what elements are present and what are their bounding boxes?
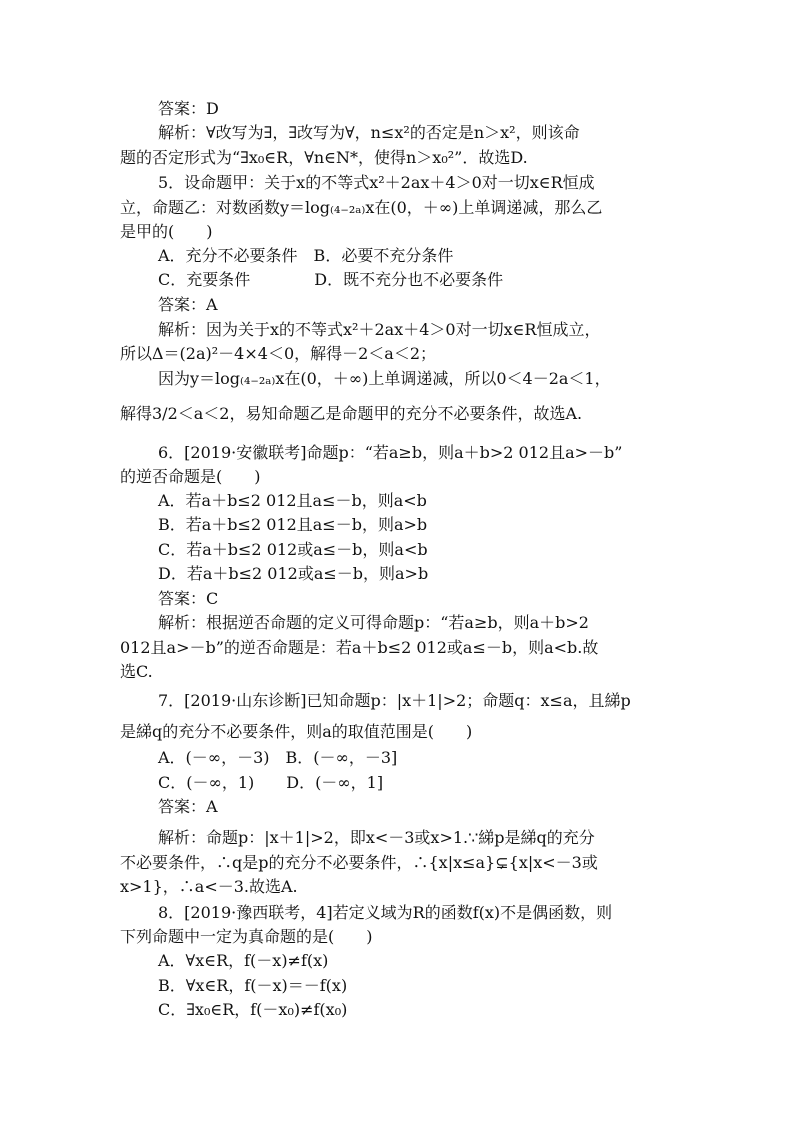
option-line: C．∃x₀∈R，f(－x₀)≠f(x₀) [158,1000,348,1019]
answer-line: 答案：A [158,797,218,816]
analysis-line: 解析：命题p：|x＋1|>2，即x<－3或x>1.∵綈p是綈q的充分 [158,828,595,847]
option-line: C．充要条件 D．既不充分也不必要条件 [158,270,504,289]
text-line: x>1}，∴a<－3.故选A. [120,877,298,896]
analysis-line: 解析：根据逆否命题的定义可得命题p：“若a≥b，则a＋b>2 [158,613,589,632]
option-line: C．(－∞，1) D．(－∞，1] [158,773,384,792]
option-line: B．若a＋b≤2 012且a≤－b，则a>b [158,515,428,534]
option-line: A．(－∞，－3) B．(－∞，－3] [158,748,398,767]
text-line: 因为y＝log₍₄₋₂ₐ₎x在(0，＋∞)上单调递减，所以0＜4－2a＜1， [158,369,611,388]
analysis-line: 解析：∀改写为∃，∃改写为∀，n≤x²的否定是n＞x²，则该命 [158,123,580,142]
text-line: 不必要条件，∴q是p的充分不必要条件，∴{x|x≤a}⊊{x|x<－3或 [120,853,598,872]
text-line: 是綈q的充分不必要条件，则a的取值范围是( ) [120,722,473,741]
question-6-stem: 6．[2019·安徽联考]命题p：“若a≥b，则a＋b>2 012且a>－b” [158,443,623,462]
option-line: D．若a＋b≤2 012或a≤－b，则a>b [158,564,429,583]
text-line: 是甲的( ) [120,222,213,241]
answer-line: 答案：C [158,589,219,608]
answer-line: 答案：A [158,295,218,314]
text-line: 题的否定形式为“∃x₀∈R，∀n∈N*，使得n＞x₀²”．故选D. [120,148,528,167]
question-5-stem: 5．设命题甲：关于x的不等式x²＋2ax＋4＞0对一切x∈R恒成 [158,173,595,192]
text-line: 立，命题乙：对数函数y＝log₍₄₋₂ₐ₎x在(0，＋∞)上单调递减，那么乙 [120,198,603,217]
option-line: B．∀x∈R，f(－x)＝－f(x) [158,976,348,995]
option-line: A．若a＋b≤2 012且a≤－b，则a<b [158,491,427,510]
option-line: A．充分不必要条件 B．必要不充分条件 [158,246,454,265]
question-8-stem: 8．[2019·豫西联考，4]若定义域为R的函数f(x)不是偶函数，则 [158,903,613,922]
analysis-line: 解析：因为关于x的不等式x²＋2ax＋4＞0对一切x∈R恒成立， [158,320,601,339]
text-line: 012且a>－b”的逆否命题是：若a＋b≤2 012或a≤－b，则a<b.故 [120,638,599,657]
text-line: 选C. [120,662,153,681]
answer-line: 答案：D [158,99,219,118]
option-line: A．∀x∈R，f(－x)≠f(x) [158,951,329,970]
option-line: C．若a＋b≤2 012或a≤－b，则a<b [158,540,428,559]
question-7-stem: 7．[2019·山东诊断]已知命题p：|x＋1|>2；命题q：x≤a，且綈p [158,691,631,710]
text-line: 的逆否命题是( ) [120,467,261,486]
text-line: 解得3/2＜a＜2，易知命题乙是命题甲的充分不必要条件，故选A. [120,404,583,423]
text-line: 下列命题中一定为真命题的是( ) [120,927,373,946]
text-line: 所以Δ＝(2a)²－4×4＜0，解得－2＜a＜2； [120,344,437,363]
